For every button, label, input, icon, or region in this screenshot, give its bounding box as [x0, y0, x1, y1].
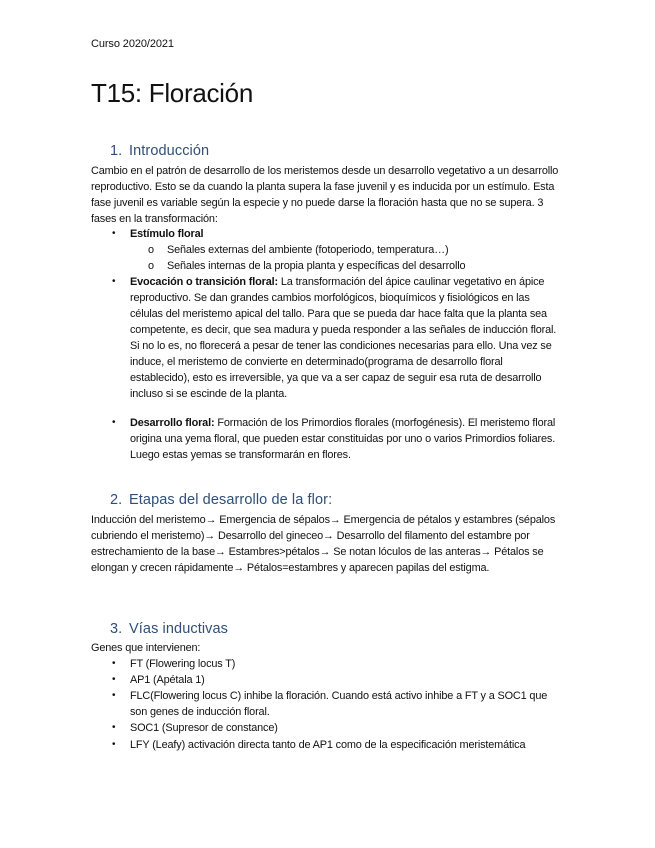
section-heading-etapas — [110, 492, 332, 508]
sub-bullet-icon: o — [148, 260, 154, 272]
item-text: La transformación del ápice caulinar vegetativo en ápice reproductivo. Se dan grandes cambios morfológicos, bioquímicos y fisiológicos en las células del meristemo apical del tallo. Para que se pueda dar hace falta que la planta sea competente, es decir, que sea madura y pueda responder a las señales de inducción floral. Si no lo es, no florecerá a pesar de tener las condiciones necesarias para ello. Una vez se induce, el meristemo de convierte en determinado(programa de desarrollo floral establecido), esto es irreversible, ya que va a ser capaz de seguir esa ruta de desarrollo incluso si se escinde de la planta. — [130, 276, 557, 400]
item-text: FT (Flowering locus T) — [130, 658, 236, 670]
section-title: Vías inductivas — [129, 621, 229, 637]
section-number: 2. — [110, 492, 123, 508]
section-number: 3. — [110, 621, 123, 637]
section-paragraph: Genes que intervienen: — [91, 642, 201, 654]
section-heading-vias — [110, 621, 228, 637]
item-text: LFY (Leafy) activación directa tanto de AP1 como de la especificación meristemática — [130, 739, 526, 751]
bullet-icon: • — [112, 739, 116, 750]
bullet-icon: • — [112, 417, 116, 428]
item-text: AP1 (Apétala 1) — [130, 674, 205, 686]
course-label: Curso 2020/2021 — [91, 38, 174, 50]
bullet-icon: • — [112, 228, 116, 239]
bullet-icon: • — [112, 276, 116, 287]
page-title: T15: Floración — [91, 78, 253, 108]
section-title: Introducción — [129, 143, 210, 159]
sub-bullet-icon: o — [148, 244, 154, 256]
item-term: Estímulo floral — [130, 228, 204, 240]
item-text: Formación de los Primordios florales (morfogénesis). El meristemo floral origina una yema floral, que pueden estar constituidas por uno o varios Primordios foliares. Luego estas yemas se transformarán en flores. — [130, 417, 556, 461]
sub-item-text: Señales externas del ambiente (fotoperiodo, temperatura…) — [167, 244, 449, 256]
sub-item-text: Señales internas de la propia planta y específicas del desarrollo — [167, 260, 466, 272]
bullet-icon: • — [112, 722, 116, 733]
section-heading-introduccion — [110, 143, 209, 159]
bullet-icon: • — [112, 674, 116, 685]
bullet-icon: • — [112, 658, 116, 669]
item-text: SOC1 (Supresor de constance) — [130, 722, 278, 734]
item-term: Evocación o transición floral: — [130, 276, 279, 288]
bullet-icon: • — [112, 690, 116, 701]
section-title: Etapas del desarrollo de la flor: — [129, 492, 333, 508]
section-paragraph: Cambio en el patrón de desarrollo de los meristemos desde un desarrollo vegetativo a un desarrollo reproductivo. Esto se da cuando la planta supera la fase juvenil y es inducida por un estímulo. Esta fase juvenil es variable según la especie y no puede darse la floración hasta que no se supera. 3 fases en la transformación: — [91, 165, 559, 225]
section-paragraph: Inducción del meristemo→ Emergencia de sépalos→ Emergencia de pétalos y estambres (sépalos cubriendo el meristemo)→ Desarrollo del gineceo→ Desarrollo del filamento del estambre por estrechamiento de la base→ Estambres>pétalos→ Se notan lóculos de las anteras→ Pétalos se elongan y crecen rápidamente→ Pétalos=estambres y aparecen papilas del estigma. — [91, 514, 556, 574]
item-term: Desarrollo floral: — [130, 417, 215, 429]
section-number: 1. — [110, 143, 123, 159]
item-text: FLC(Flowering locus C) inhibe la floración. Cuando está activo inhibe a FT y a SOC1 que son genes de inducción floral. — [130, 690, 548, 718]
